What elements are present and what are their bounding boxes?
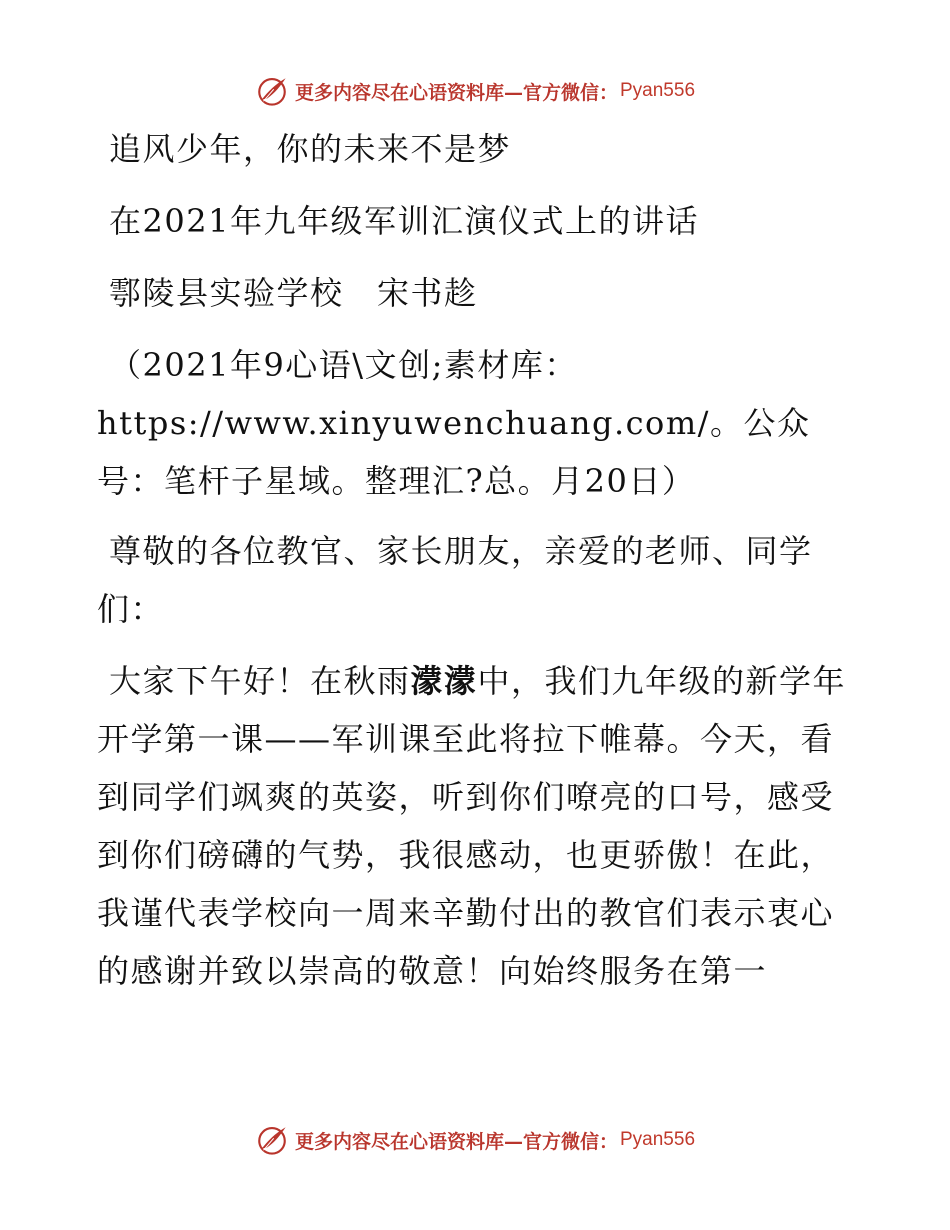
body-highlight-word: 濛濛 (410, 662, 478, 700)
feather-pen-logo-icon (255, 1123, 289, 1157)
document-subtitle: 在2021年九年级军训汇演仪式上的讲话 (109, 202, 699, 240)
footer-watermark (0, 1120, 950, 1160)
watermark-account: Pyan556 (620, 80, 696, 101)
body-paragraph (97, 652, 857, 1000)
watermark-text: 更多内容尽在心语资料库—官方微信： (294, 81, 618, 104)
salutation: 尊敬的各位教官、家长朋友，亲爱的老师、同学们： (97, 532, 813, 628)
header-watermark (0, 71, 950, 111)
document-body (97, 120, 857, 1014)
watermark-account: Pyan556 (620, 1129, 696, 1150)
watermark-text: 更多内容尽在心语资料库—官方微信： (294, 1130, 618, 1153)
body-text-start: 大家下午好！在秋雨 (109, 662, 411, 700)
document-title: 追风少年，你的未来不是梦 (109, 130, 512, 168)
author-line: 鄠陵县实验学校 宋书趁 (109, 274, 478, 312)
body-text-rest: 中，我们九年级的新学年开学第一课——军训课至此将拉下帷幕。今天，看到同学们飒爽的英姿，听到你们嘹亮的口号，感受到你们磅礴的气势，我很感动，也更骄傲！在此，我谨代表学校向一周来辛勤付出的教官们表示衷心的感谢并致以崇高的敬意！向始终服务在第一 (97, 662, 847, 990)
date-source-line: （2021年9心语\文创;素材库：https://www.xinyuwenchuang.com/。公众号：笔杆子星域。整理汇?总。月20日） (97, 346, 811, 500)
feather-pen-logo-icon (255, 74, 289, 108)
